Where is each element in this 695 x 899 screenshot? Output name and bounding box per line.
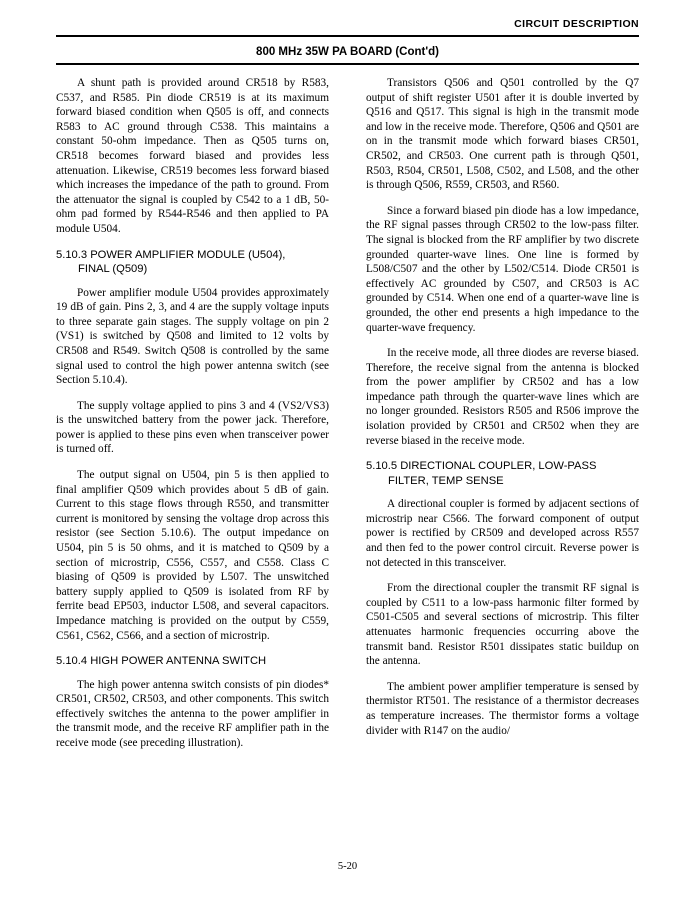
paragraph: The output signal on U504, pin 5 is then applied to final amplifier Q509 which provides about 5 dB of gain. Current to this stage flows through R550, and transmitter current is monitored by sensing the voltage drop across this resistor (see Section 5.10.6). The output impedance on U504, pin 5 is 50 ohms, and it is matched to Q509 by a section of microstrip, C556, C557, and C558. Class C biasing of Q509 is provided by L507. The unswitched battery supply applied to Q509 is isolated from RF by ferrite bead EP503, inductor L508, and several capacitors. Impedance matching is provided on the output by C559, C561, C562, C566, and a section of microstrip. <box>56 469 329 642</box>
section-heading-directional-coupler <box>366 459 639 488</box>
section-heading-line-2: FINAL (Q509) <box>78 263 148 276</box>
paragraph: The high power antenna switch consists of pin diodes* CR501, CR502, CR503, and other components. This switch effectively switches the antenna to the power amplifier in the transmit mode, and the receive RF amplifier path in the receive mode (see preceding illustration). <box>56 678 329 750</box>
section-heading-power-amplifier-module <box>56 248 329 277</box>
paragraph: A shunt path is provided around CR518 by R583, C537, and R585. Pin diode CR519 is at its maximum forward biased condition when Q505 is off, and connects R583 to AC ground through C538. This maintains a constant 50-ohm impedance. Then as Q505 turns on, CR518 becomes forward biased and provides less attenuation. Likewise, CR519 becomes less forward biased which increases the impedance of the path to ground. From the attenuator the signal is coupled by C542 to a 1 dB, 50-ohm pad formed by R544-R546 and then applied to PA module U504. <box>56 77 329 235</box>
section-heading-line-1: 5.10.3 POWER AMPLIFIER MODULE (U504), <box>56 248 286 261</box>
title-divider <box>56 63 639 65</box>
running-head: CIRCUIT DESCRIPTION <box>514 18 639 30</box>
section-heading-line-1: 5.10.5 DIRECTIONAL COUPLER, LOW-PASS <box>366 460 597 473</box>
paragraph: The ambient power amplifier temperature is sensed by thermistor RT501. The resistance of a thermistor decreases as temperature increases. The thermistor forms a voltage divider with R147 on the audio/ <box>366 680 639 737</box>
paragraph: From the directional coupler the transmit RF signal is coupled by C511 to a low-pass harmonic filter formed by C501-C505 and several sections of microstrip. This filter attenuates harmonic frequencies occurring above the transmit band. Resistor R501 dissipates static buildup on the antenna. <box>366 582 639 668</box>
paragraph: Since a forward biased pin diode has a low impedance, the RF signal passes through CR502 to the low-pass filter. The signal is blocked from the RF amplifier by two discrete grounded quarter-wave lines. One line is formed by L508/C507 and the other by L502/C514. Diode CR501 is effectively AC grounded by C507, and CR503 is AC grounded by C514. When one end of a quarter-wave line is grounded, the other end presents a high impedance to the quarter-wave frequency. <box>366 204 639 334</box>
right-column <box>366 76 639 749</box>
paragraph: A directional coupler is formed by adjacent sections of microstrip near C566. The forward component of output power is rectified by CR509 and developed across R557 and then fed to the power control circuit. Reverse power is not detected in this transceiver. <box>366 498 639 569</box>
page-number: 5-20 <box>337 861 358 872</box>
header-divider <box>56 35 639 37</box>
body-columns <box>56 76 639 836</box>
left-column <box>56 76 329 762</box>
section-heading-line-2: FILTER, TEMP SENSE <box>388 474 504 487</box>
paragraph: Power amplifier module U504 provides approximately 19 dB of gain. Pins 2, 3, and 4 are the supply voltage inputs to three separate gain stages. The supply voltage on pin 2 (VS1) is switched by Q508 and limited to 12 volts by CR508 and R549. Switch Q508 is controlled by the same signal used to control the high power antenna switch (see Section 5.10.4). <box>56 286 329 387</box>
paragraph: In the receive mode, all three diodes are reverse biased. Therefore, the receive signal from the antenna is blocked from the power amplifier by CR502 and has a low impedance path through the quarter-wave lines which are no longer grounded. Resistors R505 and R506 improve the isolation provided by CR501 and CR502 when they are reverse biased in the receive mode. <box>366 347 639 447</box>
paragraph: The supply voltage applied to pins 3 and 4 (VS2/VS3) is the unswitched battery from the power jack. Therefore, power is applied to these pins even when transceiver power is turned off. <box>56 399 329 456</box>
section-heading-high-power-antenna-switch: 5.10.4 HIGH POWER ANTENNA SWITCH <box>56 655 267 668</box>
page-title: 800 MHz 35W PA BOARD (Cont'd) <box>256 46 439 58</box>
paragraph: Transistors Q506 and Q501 controlled by the Q7 output of shift register U501 after it is double inverted by Q516 and Q517. This signal is high in the transmit mode and low in the receive mode. Therefore, Q506 and Q501 are on in the transmit mode which forward biases CR501, CR502, and CR503. One current path is through Q501, R503, R504, CR501, L508, C502, and L508, and the other is through Q506, R559, CR503, and R560. <box>366 77 639 192</box>
